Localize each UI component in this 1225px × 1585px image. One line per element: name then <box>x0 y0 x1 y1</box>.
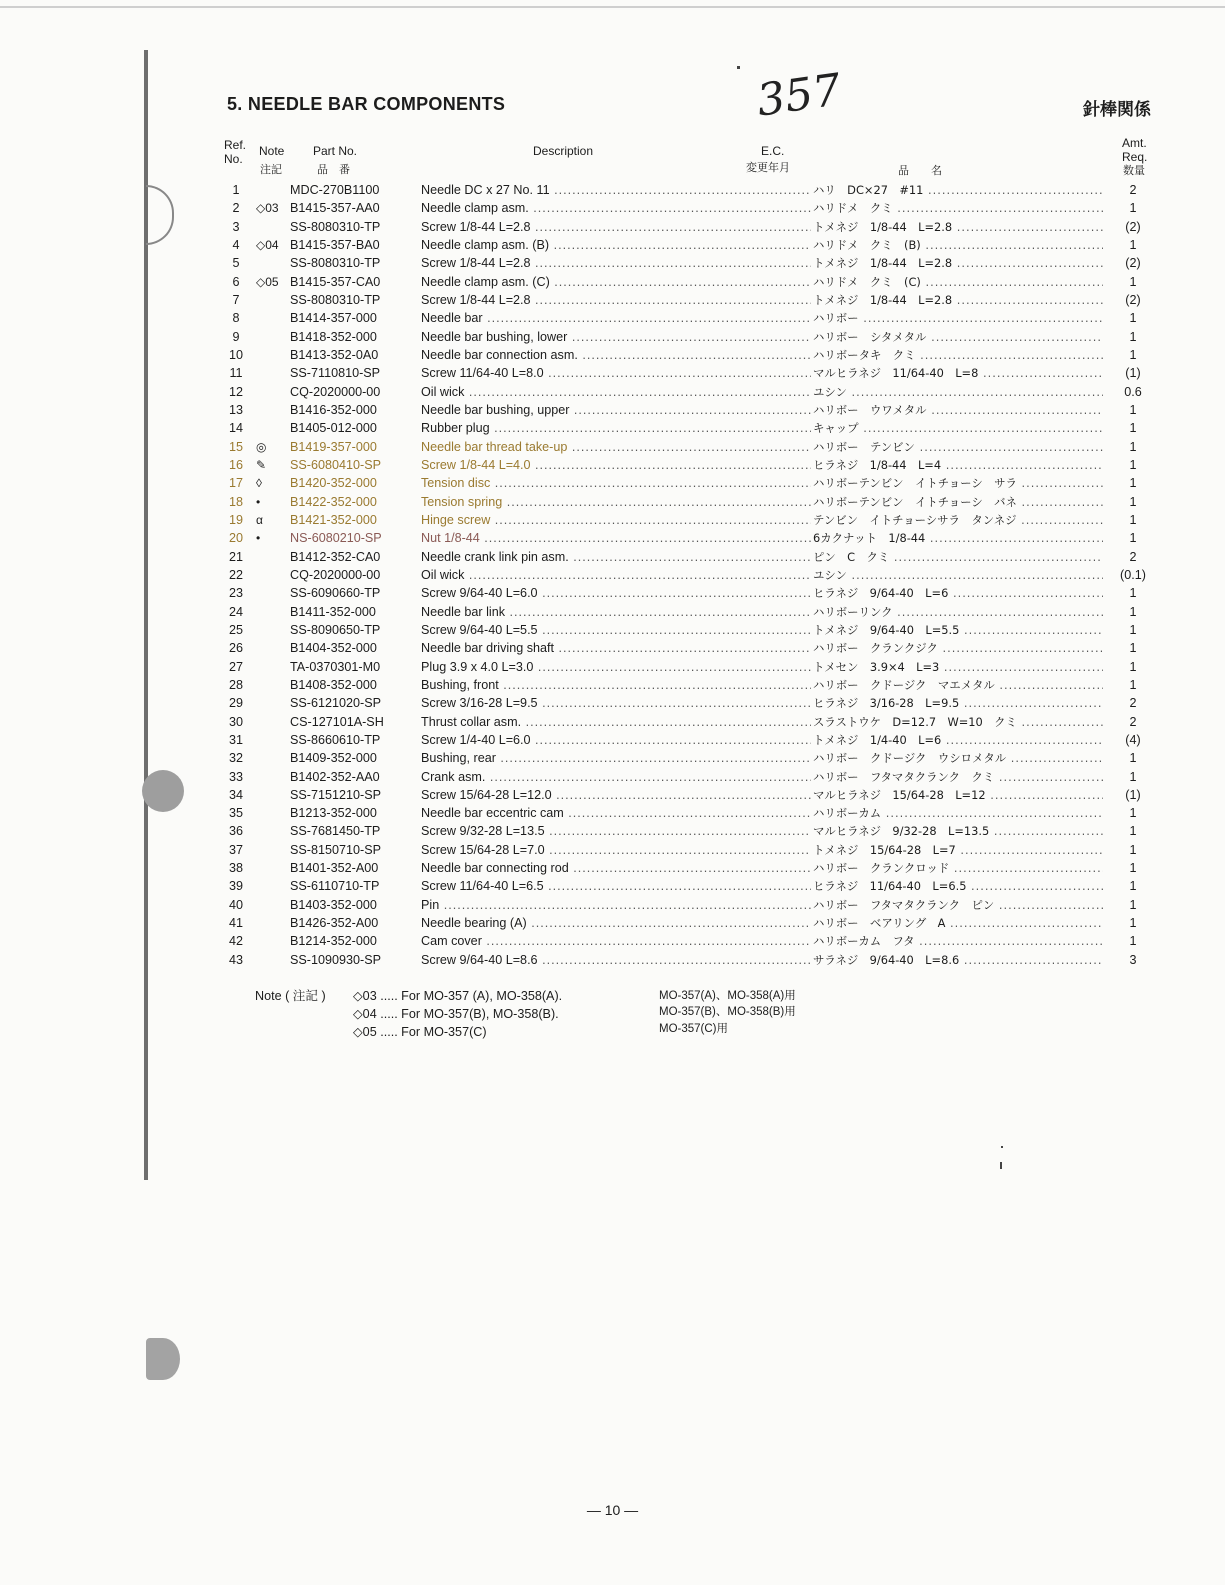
header-note-jp: 注記 <box>260 163 282 176</box>
part-no-cell: TA-0370301-M0 <box>290 659 381 674</box>
japanese-name-cell: ハリボータキ クミ ..... <box>813 346 1103 364</box>
note-04: ◇04 ..... For MO-357(B), MO-358(B). <box>353 1007 559 1021</box>
table-row <box>220 181 1160 199</box>
japanese-name-cell: ハリボーテンビン イトチョーシ サラ ..... <box>813 474 1103 492</box>
part-no-cell: B1214-352-000 <box>290 934 377 949</box>
amount-cell: 1 <box>1129 347 1137 362</box>
amount-cell: 1 <box>1129 402 1137 417</box>
table-row <box>220 309 1160 327</box>
amount-cell: (1) <box>1125 787 1141 802</box>
part-no-cell: B1418-352-000 <box>290 329 377 344</box>
amount-cell: 1 <box>1129 274 1137 289</box>
stray-mark <box>1000 1162 1002 1169</box>
japanese-name-cell: 6カクナット 1/8-44 ..... <box>813 529 1103 547</box>
ref-no-cell: 28 <box>228 677 243 692</box>
ref-no-cell: 36 <box>228 824 243 839</box>
table-row <box>220 291 1160 309</box>
table-row <box>220 474 1160 492</box>
part-no-cell: B1421-352-000 <box>290 512 377 527</box>
amount-cell: (1) <box>1125 366 1141 381</box>
japanese-name-cell: ヒラネジ 1/8-44 L=4 ..... <box>813 456 1103 474</box>
description-cell: Needle bar bushing, lower ..... <box>421 328 811 346</box>
amount-cell: 0.6 <box>1124 384 1142 399</box>
ref-no-cell: 16 <box>228 457 243 472</box>
japanese-name-cell: ハリドメ クミ (C) ..... <box>813 273 1103 291</box>
amount-cell: 1 <box>1129 769 1137 784</box>
table-row <box>220 548 1160 566</box>
part-no-cell: B1408-352-000 <box>290 677 377 692</box>
amount-cell: (2) <box>1125 256 1141 271</box>
table-row <box>220 438 1160 456</box>
amount-cell: 1 <box>1129 879 1137 894</box>
table-row <box>220 841 1160 859</box>
ref-no-cell: 39 <box>228 879 243 894</box>
description-cell: Screw 1/8-44 L=2.8 ..... <box>421 291 811 309</box>
amount-cell: 2 <box>1129 714 1137 729</box>
part-no-cell: B1426-352-A00 <box>290 916 379 931</box>
table-row <box>220 584 1160 602</box>
japanese-name-cell: トメネジ 1/8-44 L=2.8 ..... <box>813 254 1103 272</box>
description-cell: Screw 1/8-44 L=4.0 ..... <box>421 456 811 474</box>
ref-no-cell: 43 <box>228 952 243 967</box>
part-no-cell: B1402-352-AA0 <box>290 769 380 784</box>
japanese-name-cell: ハリボーカム ..... <box>813 804 1103 822</box>
page-number: — 10 — <box>586 1502 639 1518</box>
amount-cell: 1 <box>1129 842 1137 857</box>
amount-cell: 1 <box>1129 329 1137 344</box>
part-no-cell: B1422-352-000 <box>290 494 377 509</box>
ref-no-cell: 3 <box>232 219 240 234</box>
note-cell: α <box>256 512 263 527</box>
description-cell: Needle bar ..... <box>421 309 811 327</box>
ref-no-cell: 5 <box>232 256 240 271</box>
ref-no-cell: 18 <box>228 494 243 509</box>
amount-cell: 1 <box>1129 494 1137 509</box>
header-description: Description <box>533 144 594 158</box>
japanese-name-cell: トメネジ 9/64-40 L=5.5 ..... <box>813 621 1103 639</box>
amount-cell: 1 <box>1129 659 1137 674</box>
section-title-jp: 針棒関係 <box>1083 100 1151 120</box>
ref-no-cell: 24 <box>228 604 243 619</box>
ref-no-cell: 22 <box>228 567 243 582</box>
description-cell: Screw 9/64-40 L=8.6 ..... <box>421 951 811 969</box>
amount-cell: (4) <box>1125 732 1141 747</box>
description-cell: Needle bar eccentric cam ..... <box>421 804 811 822</box>
ref-no-cell: 38 <box>228 861 243 876</box>
ref-no-cell: 32 <box>228 751 243 766</box>
ref-no-cell: 14 <box>228 421 243 436</box>
part-no-cell: B1403-352-000 <box>290 897 377 912</box>
table-row <box>220 749 1160 767</box>
amount-cell: (0.1) <box>1120 567 1146 582</box>
table-row <box>220 713 1160 731</box>
description-cell: Screw 9/32-28 L=13.5 ..... <box>421 822 811 840</box>
notes-label: Note ( 注記 ) <box>255 989 326 1003</box>
ref-no-cell: 8 <box>232 311 240 326</box>
amount-cell: 1 <box>1129 641 1137 656</box>
amount-cell: (2) <box>1125 219 1141 234</box>
handwritten-model-number: 357 <box>753 64 845 127</box>
description-cell: Screw 3/16-28 L=9.5 ..... <box>421 694 811 712</box>
amount-cell: 1 <box>1129 586 1137 601</box>
japanese-name-cell: ハリボー フタマタクランク ピン ..... <box>813 896 1103 914</box>
amount-cell: 1 <box>1129 311 1137 326</box>
japanese-name-cell: キャップ ..... <box>813 419 1103 437</box>
description-cell: Needle clamp asm. (C) ..... <box>421 273 811 291</box>
amount-cell: 1 <box>1129 421 1137 436</box>
note-cell: ◇04 <box>256 237 279 252</box>
part-no-cell: B1411-352-000 <box>290 604 376 619</box>
description-cell: Screw 11/64-40 L=6.5 ..... <box>421 877 811 895</box>
japanese-name-cell: ユシン ..... <box>813 383 1103 401</box>
description-cell: Bushing, front ..... <box>421 676 811 694</box>
part-no-cell: CQ-2020000-00 <box>290 384 381 399</box>
ref-no-cell: 42 <box>228 934 243 949</box>
amount-cell: 1 <box>1129 824 1137 839</box>
japanese-name-cell: ピン C クミ ..... <box>813 548 1103 566</box>
japanese-name-cell: トメネジ 1/4-40 L=6 ..... <box>813 731 1103 749</box>
table-row <box>220 731 1160 749</box>
part-no-cell: B1414-357-000 <box>290 311 377 326</box>
table-row <box>220 896 1160 914</box>
ref-no-cell: 4 <box>232 237 240 252</box>
table-row <box>220 383 1160 401</box>
table-row <box>220 236 1160 254</box>
table-row <box>220 218 1160 236</box>
japanese-name-cell: テンビン イトチョーシサラ タンネジ ..... <box>813 511 1103 529</box>
note-cell: ◊ <box>256 476 262 491</box>
table-row <box>220 639 1160 657</box>
japanese-name-cell: ハリボーリンク ..... <box>813 603 1103 621</box>
japanese-name-cell: マルヒラネジ 9/32-28 L=13.5 ..... <box>813 822 1103 840</box>
japanese-name-cell: ハリボー ウワメタル ..... <box>813 401 1103 419</box>
table-row <box>220 786 1160 804</box>
header-ref-no: Ref. No. <box>224 138 247 166</box>
ref-no-cell: 2 <box>232 201 240 216</box>
part-no-cell: SS-6121020-SP <box>290 696 382 711</box>
table-row <box>220 877 1160 895</box>
table-row <box>220 603 1160 621</box>
amount-cell: 1 <box>1129 806 1137 821</box>
description-cell: Needle clamp asm. (B) ..... <box>421 236 811 254</box>
ref-no-cell: 25 <box>228 622 243 637</box>
note-cell: ◇05 <box>256 274 279 289</box>
description-cell: Bushing, rear ..... <box>421 749 811 767</box>
description-cell: Tension disc ..... <box>421 474 811 492</box>
table-row <box>220 694 1160 712</box>
part-no-cell: SS-8660610-TP <box>290 732 381 747</box>
japanese-name-cell: ヒラネジ 3/16-28 L=9.5 ..... <box>813 694 1103 712</box>
table-row <box>220 493 1160 511</box>
part-no-cell: SS-8150710-SP <box>290 842 382 857</box>
japanese-name-cell: トメセン 3.9×4 L=3 ..... <box>813 658 1103 676</box>
header-ec: E.C. <box>761 144 785 158</box>
description-cell: Nut 1/8-44 ..... <box>421 529 811 547</box>
description-cell: Pin ..... <box>421 896 811 914</box>
note-cell: • <box>256 494 261 509</box>
note-03-jp: MO-357(A)、MO-358(A)用 <box>659 990 796 1002</box>
description-cell: Screw 9/64-40 L=6.0 ..... <box>421 584 811 602</box>
part-no-cell: B1409-352-000 <box>290 751 377 766</box>
ref-no-cell: 21 <box>228 549 243 564</box>
part-no-cell: B1404-352-000 <box>290 641 377 656</box>
binder-tab-outline <box>146 185 174 245</box>
ref-no-cell: 9 <box>232 329 240 344</box>
part-no-cell: SS-7681450-TP <box>290 824 381 839</box>
japanese-name-cell: ハリボー クランクジク ..... <box>813 639 1103 657</box>
note-03: ◇03 ..... For MO-357 (A), MO-358(A). <box>353 989 563 1003</box>
description-cell: Screw 9/64-40 L=5.5 ..... <box>421 621 811 639</box>
table-row <box>220 199 1160 217</box>
ref-no-cell: 11 <box>229 366 243 381</box>
japanese-name-cell: ハリドメ クミ (B) ..... <box>813 236 1103 254</box>
scan-top-edge <box>0 6 1225 8</box>
part-no-cell: SS-6080410-SP <box>290 457 382 472</box>
stray-mark <box>737 66 740 69</box>
ref-no-cell: 30 <box>228 714 243 729</box>
japanese-name-cell: ハリボー フタマタクランク クミ ..... <box>813 768 1103 786</box>
note-cell: ◎ <box>256 439 267 454</box>
ref-no-cell: 31 <box>228 732 243 747</box>
japanese-name-cell: ハリボー ベアリング A ..... <box>813 914 1103 932</box>
ref-no-cell: 12 <box>228 384 243 399</box>
amount-cell: 1 <box>1129 934 1137 949</box>
amount-cell: 1 <box>1129 512 1137 527</box>
japanese-name-cell: ハリドメ クミ ..... <box>813 199 1103 217</box>
description-cell: Screw 11/64-40 L=8.0 ..... <box>421 364 811 382</box>
japanese-name-cell: トメネジ 1/8-44 L=2.8 ..... <box>813 291 1103 309</box>
table-row <box>220 914 1160 932</box>
amount-cell: 2 <box>1129 696 1137 711</box>
description-cell: Screw 15/64-28 L=12.0 ..... <box>421 786 811 804</box>
punch-hole-middle <box>142 770 184 812</box>
ref-no-cell: 10 <box>228 347 243 362</box>
japanese-name-cell: ハリボーカム フタ ..... <box>813 932 1103 950</box>
header-part-no: Part No. <box>313 144 358 158</box>
note-05: ◇05 ..... For MO-357(C) <box>353 1025 487 1039</box>
amount-cell: 3 <box>1129 952 1137 967</box>
amount-cell: 1 <box>1129 861 1137 876</box>
description-cell: Needle bar thread take-up ..... <box>421 438 811 456</box>
table-row <box>220 932 1160 950</box>
header-name-jp: 品 名 <box>898 164 942 177</box>
ref-no-cell: 40 <box>228 897 243 912</box>
amount-cell: 1 <box>1129 604 1137 619</box>
japanese-name-cell: トメネジ 15/64-28 L=7 ..... <box>813 841 1103 859</box>
ref-no-cell: 41 <box>228 916 243 931</box>
description-cell: Needle bearing (A) ..... <box>421 914 811 932</box>
japanese-name-cell: ハリボーテンビン イトチョーシ バネ ..... <box>813 493 1103 511</box>
table-row <box>220 822 1160 840</box>
note-05-jp: MO-357(C)用 <box>659 1023 729 1035</box>
japanese-name-cell: ハリ DC×27 #11 ..... <box>813 181 1103 199</box>
description-cell: Needle clamp asm. ..... <box>421 199 811 217</box>
amount-cell: 1 <box>1129 201 1137 216</box>
japanese-name-cell: ハリボー テンビン ..... <box>813 438 1103 456</box>
part-no-cell: B1415-357-AA0 <box>290 201 380 216</box>
description-cell: Thrust collar asm. ..... <box>421 713 811 731</box>
note-04-jp: MO-357(B)、MO-358(B)用 <box>659 1006 796 1018</box>
note-cell: • <box>256 531 261 546</box>
part-no-cell: B1420-352-000 <box>290 476 377 491</box>
amount-cell: 1 <box>1129 531 1137 546</box>
part-no-cell: B1415-357-BA0 <box>290 237 380 252</box>
table-row <box>220 328 1160 346</box>
part-no-cell: B1412-352-CA0 <box>290 549 381 564</box>
part-no-cell: SS-6110710-TP <box>290 879 380 894</box>
ref-no-cell: 20 <box>228 531 243 546</box>
description-cell: Screw 1/8-44 L=2.8 ..... <box>421 218 811 236</box>
amount-cell: 2 <box>1129 549 1137 564</box>
ref-no-cell: 13 <box>228 402 243 417</box>
japanese-name-cell: スラストウケ D=12.7 W=10 クミ ..... <box>813 713 1103 731</box>
part-no-cell: SS-6090660-TP <box>290 586 381 601</box>
header-note: Note <box>259 144 285 158</box>
description-cell: Needle bar driving shaft ..... <box>421 639 811 657</box>
part-no-cell: SS-7151210-SP <box>290 787 382 802</box>
table-row <box>220 401 1160 419</box>
table-row <box>220 529 1160 547</box>
table-row <box>220 658 1160 676</box>
description-cell: Cam cover ..... <box>421 932 811 950</box>
table-row <box>220 566 1160 584</box>
description-cell: Oil wick ..... <box>421 566 811 584</box>
punch-hole-lower <box>146 1338 180 1380</box>
japanese-name-cell: マルヒラネジ 11/64-40 L=8 ..... <box>813 364 1103 382</box>
ref-no-cell: 19 <box>228 512 243 527</box>
japanese-name-cell: ハリボー クランクロッド ..... <box>813 859 1103 877</box>
japanese-name-cell: ユシン ..... <box>813 566 1103 584</box>
description-cell: Tension spring ..... <box>421 493 811 511</box>
table-row <box>220 364 1160 382</box>
table-row <box>220 859 1160 877</box>
description-cell: Oil wick ..... <box>421 383 811 401</box>
note-cell: ◇03 <box>256 201 279 216</box>
ref-no-cell: 33 <box>228 769 243 784</box>
japanese-name-cell: ハリボー シタメタル ..... <box>813 328 1103 346</box>
amount-cell: 1 <box>1129 751 1137 766</box>
table-row <box>220 768 1160 786</box>
ref-no-cell: 15 <box>228 439 243 454</box>
table-row <box>220 419 1160 437</box>
ref-no-cell: 23 <box>228 586 243 601</box>
parts-list <box>220 181 1160 969</box>
part-no-cell: B1419-357-000 <box>290 439 377 454</box>
ref-no-cell: 26 <box>228 641 243 656</box>
part-no-cell: NS-6080210-SP <box>290 531 382 546</box>
description-cell: Needle bar connection asm. ..... <box>421 346 811 364</box>
ref-no-cell: 7 <box>232 292 240 307</box>
table-row <box>220 511 1160 529</box>
header-amt-req: Amt. Req. <box>1122 136 1148 164</box>
part-no-cell: B1415-357-CA0 <box>290 274 381 289</box>
part-no-cell: CS-127101A-SH <box>290 714 384 729</box>
amount-cell: (2) <box>1125 292 1141 307</box>
description-cell: Needle DC x 27 No. 11 ..... <box>421 181 811 199</box>
amount-cell: 1 <box>1129 916 1137 931</box>
stray-mark <box>1001 1146 1003 1148</box>
part-no-cell: SS-8080310-TP <box>290 292 381 307</box>
table-row <box>220 621 1160 639</box>
japanese-name-cell: ヒラネジ 9/64-40 L=6 ..... <box>813 584 1103 602</box>
part-no-cell: B1401-352-A00 <box>290 861 379 876</box>
description-cell: Needle bar bushing, upper ..... <box>421 401 811 419</box>
header-ec-jp: 変更年月 <box>746 161 790 174</box>
ref-no-cell: 1 <box>232 183 240 197</box>
description-cell: Plug 3.9 x 4.0 L=3.0 ..... <box>421 658 811 676</box>
table-row <box>220 456 1160 474</box>
description-cell: Rubber plug ..... <box>421 419 811 437</box>
description-cell: Screw 15/64-28 L=7.0 ..... <box>421 841 811 859</box>
description-cell: Hinge screw ..... <box>421 511 811 529</box>
japanese-name-cell: マルヒラネジ 15/64-28 L=12 ..... <box>813 786 1103 804</box>
amount-cell: 1 <box>1129 476 1137 491</box>
ref-no-cell: 17 <box>228 476 243 491</box>
table-row <box>220 346 1160 364</box>
japanese-name-cell: ハリボー クドージク マエメタル ..... <box>813 676 1103 694</box>
note-cell: ✎ <box>256 457 267 472</box>
part-no-cell: B1413-352-0A0 <box>290 347 379 362</box>
part-no-cell: B1416-352-000 <box>290 402 377 417</box>
ref-no-cell: 29 <box>228 696 243 711</box>
part-no-cell: SS-1090930-SP <box>290 952 382 967</box>
part-no-cell: B1213-352-000 <box>290 806 377 821</box>
ref-no-cell: 37 <box>228 842 243 857</box>
amount-cell: 2 <box>1129 183 1137 197</box>
table-row <box>220 951 1160 969</box>
part-no-cell: B1405-012-000 <box>290 421 377 436</box>
japanese-name-cell: トメネジ 1/8-44 L=2.8 ..... <box>813 218 1103 236</box>
part-no-cell: SS-8090650-TP <box>290 622 381 637</box>
amount-cell: 1 <box>1129 622 1137 637</box>
ref-no-cell: 35 <box>228 806 243 821</box>
description-cell: Crank asm. ..... <box>421 768 811 786</box>
amount-cell: 1 <box>1129 677 1137 692</box>
description-cell: Screw 1/4-40 L=6.0 ..... <box>421 731 811 749</box>
part-no-cell: CQ-2020000-00 <box>290 567 381 582</box>
part-no-cell: MDC-270B1100 <box>290 183 380 197</box>
description-cell: Needle bar connecting rod ..... <box>421 859 811 877</box>
part-no-cell: SS-8080310-TP <box>290 219 381 234</box>
amount-cell: 1 <box>1129 237 1137 252</box>
table-row <box>220 254 1160 272</box>
part-no-cell: SS-8080310-TP <box>290 256 381 271</box>
ref-no-cell: 27 <box>228 659 243 674</box>
description-cell: Needle bar link ..... <box>421 603 811 621</box>
ref-no-cell: 6 <box>232 274 240 289</box>
japanese-name-cell: ヒラネジ 11/64-40 L=6.5 ..... <box>813 877 1103 895</box>
table-row <box>220 273 1160 291</box>
japanese-name-cell: ハリボー ..... <box>813 309 1103 327</box>
japanese-name-cell: ハリボー クドージク ウシロメタル ..... <box>813 749 1103 767</box>
amount-cell: 1 <box>1129 439 1137 454</box>
section-title: 5. NEEDLE BAR COMPONENTS <box>227 94 506 114</box>
amount-cell: 1 <box>1129 457 1137 472</box>
ref-no-cell: 34 <box>228 787 243 802</box>
header-amt-jp: 数量 <box>1123 164 1145 177</box>
table-row <box>220 804 1160 822</box>
table-row <box>220 676 1160 694</box>
part-no-cell: SS-7110810-SP <box>290 366 381 381</box>
description-cell: Screw 1/8-44 L=2.8 ..... <box>421 254 811 272</box>
amount-cell: 1 <box>1129 897 1137 912</box>
japanese-name-cell: サラネジ 9/64-40 L=8.6 ..... <box>813 951 1103 969</box>
description-cell: Needle crank link pin asm. ..... <box>421 548 811 566</box>
header-part-no-jp: 品 番 <box>317 163 350 176</box>
